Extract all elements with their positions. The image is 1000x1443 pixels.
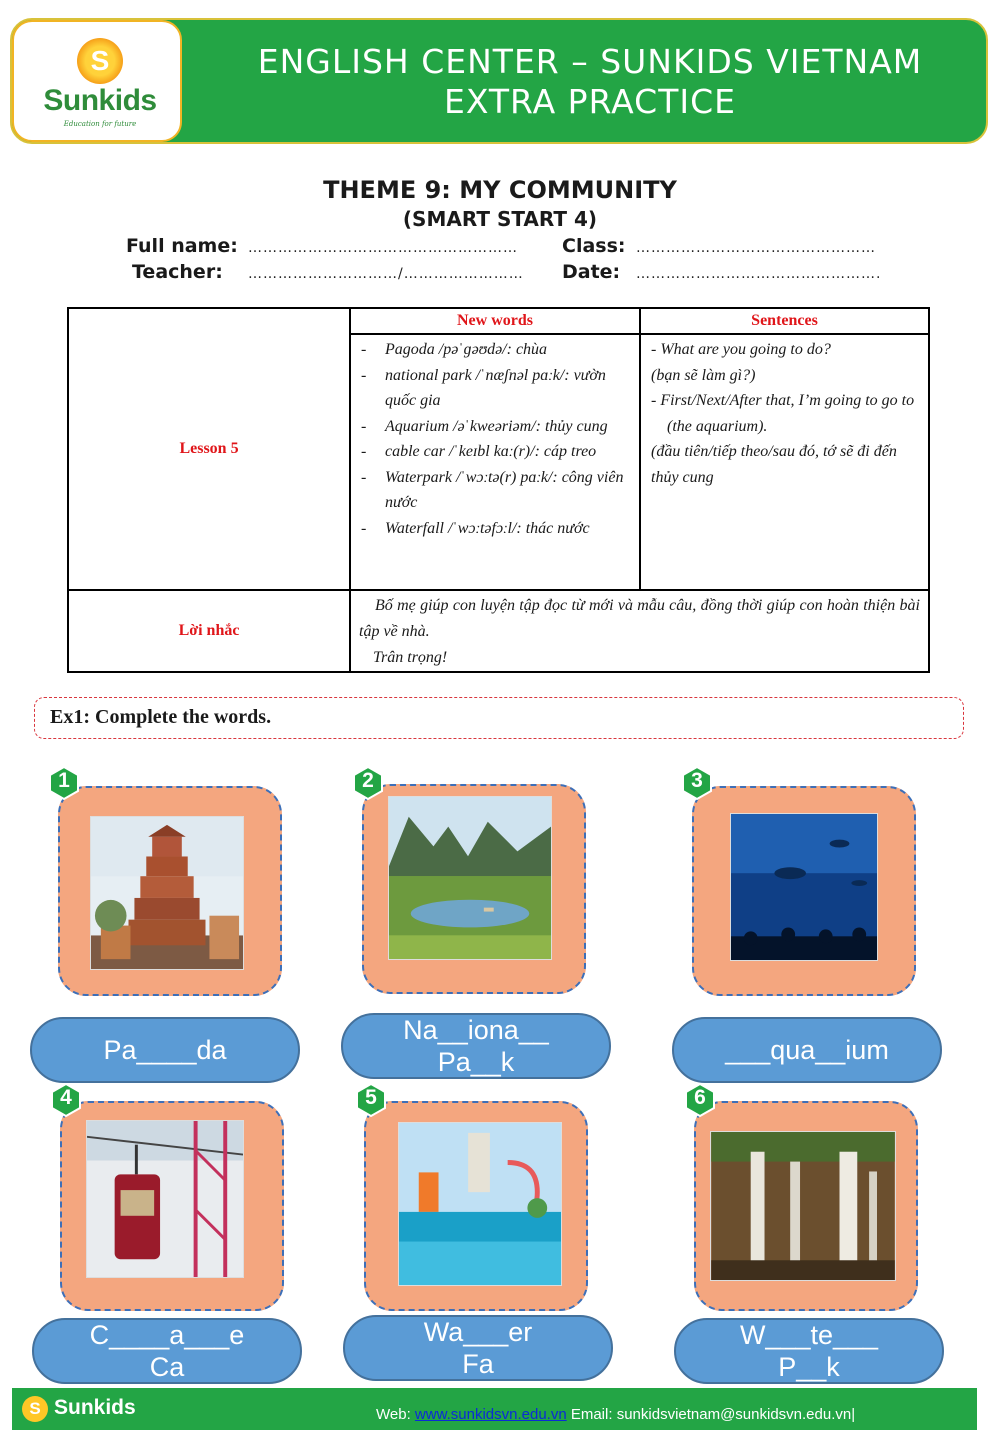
pagoda-photo (90, 816, 244, 970)
web-link[interactable]: www.sunkidsvn.edu.vn (414, 1406, 567, 1423)
pill-text-line2: P__k (778, 1352, 840, 1382)
logo-letter: S (90, 45, 110, 76)
lesson-table (67, 307, 930, 673)
pill-text-line2: Ca (149, 1352, 185, 1382)
new-words-cell (350, 334, 640, 590)
teacher-label: Teacher: (132, 261, 223, 283)
date-field[interactable]: …………………………………………. (636, 266, 882, 282)
pill-text-line1: Wa___er (423, 1317, 533, 1347)
logo-tagline: Education for future (63, 120, 137, 128)
sentences-header: Sentences (640, 308, 929, 334)
answer-pill-3[interactable] (672, 1017, 942, 1083)
badge-number: 6 (694, 1086, 706, 1109)
reminder-cell (350, 590, 929, 672)
badge-number: 4 (60, 1086, 72, 1109)
email-address[interactable]: sunkidsvietnam@sunkidsvn.edu.vn| (616, 1406, 856, 1423)
exercise-title: Ex1: Complete the words. (50, 706, 272, 728)
word-item: - Waterpark /ˈwɔːtə(r) pɑːk/: công viên nước (361, 465, 633, 516)
aquarium-photo (730, 813, 878, 961)
fullname-label: Full name: (126, 235, 238, 257)
pill-text-line1: W___te___ (739, 1320, 879, 1350)
answer-pill-1[interactable] (30, 1017, 300, 1083)
badge-number: 2 (362, 769, 374, 792)
pill-text-line1: ___qua__ium (725, 1035, 889, 1065)
word-item: - Aquarium /əˈkweəriəm/: thủy cung (361, 414, 633, 440)
footer-contact (376, 1406, 855, 1423)
class-label: Class: (562, 235, 626, 257)
header-title-line1: ENGLISH CENTER – SUNKIDS VIETNAM (257, 42, 923, 81)
reminder-label: Lời nhắc (68, 590, 350, 672)
badge-number: 1 (58, 769, 70, 792)
sentence-line: (đầu tiên/tiếp theo/sau đó, tớ sẽ đi đến thủy cung (651, 443, 897, 486)
answer-pill-2[interactable] (341, 1013, 611, 1079)
pill-text-line1: Pa____da (103, 1035, 227, 1065)
header-title-line2: EXTRA PRACTICE (443, 82, 736, 121)
lesson-label: Lesson 5 (68, 308, 350, 590)
word-item: - Waterfall /ˈwɔːtəfɔːl/: thác nước (361, 516, 633, 542)
theme-subtitle: (SMART START 4) (402, 207, 598, 231)
teacher-field[interactable]: …………………………/…………………… (248, 266, 524, 282)
word-item: - Pagoda /pəˈɡəʊdə/: chùa (361, 337, 633, 363)
footer-brand: Sunkids (54, 1396, 136, 1419)
pill-text-line2: Pa__k (437, 1047, 515, 1077)
sentence-line: (bạn sẽ làm gì?) (651, 366, 756, 384)
logo-text: Sunkids (43, 84, 157, 117)
sentence-line: - First/Next/After that, I’m going to go to (the aquarium). (651, 392, 915, 435)
cable-car-photo (86, 1120, 244, 1278)
footer-logo-letter: S (29, 1399, 41, 1418)
waterpark-photo (398, 1122, 562, 1286)
web-label: Web: (376, 1406, 411, 1423)
theme-title: THEME 9: MY COMMUNITY (323, 176, 677, 204)
pill-text-line1: Na__iona__ (403, 1015, 549, 1045)
email-label: Email: (570, 1406, 613, 1423)
class-field[interactable]: ………………………………………… (636, 240, 876, 256)
sentence-line: - What are you going to do? (651, 341, 831, 358)
badge-number: 3 (691, 769, 703, 792)
pill-text-line1: C____a___e (89, 1320, 245, 1350)
word-item: - national park /ˈnæʃnəl pɑːk/: vườn quốc gia (361, 363, 633, 414)
reminder-text: Bố mẹ giúp con luyện tập đọc từ mới và mẫu câu, đồng thời giúp con hoàn thiện bài tập về nhà. (359, 597, 920, 640)
sentences-cell (640, 334, 929, 590)
fullname-field[interactable]: ……………………………………………… (248, 240, 518, 256)
date-label: Date: (562, 261, 621, 283)
pill-text-line2: Fa (462, 1349, 494, 1379)
word-item: - cable car /ˈkeɪbl kɑː(r)/: cáp treo (361, 439, 633, 465)
answer-pill-4[interactable] (32, 1318, 302, 1384)
badge-number: 5 (365, 1086, 377, 1109)
waterfall-photo (710, 1131, 896, 1281)
national-park-photo (388, 796, 552, 960)
new-words-header: New words (350, 308, 640, 334)
answer-pill-5[interactable] (343, 1315, 613, 1381)
answer-pill-6[interactable] (674, 1318, 944, 1384)
reminder-sign: Trân trọng! (373, 649, 448, 666)
